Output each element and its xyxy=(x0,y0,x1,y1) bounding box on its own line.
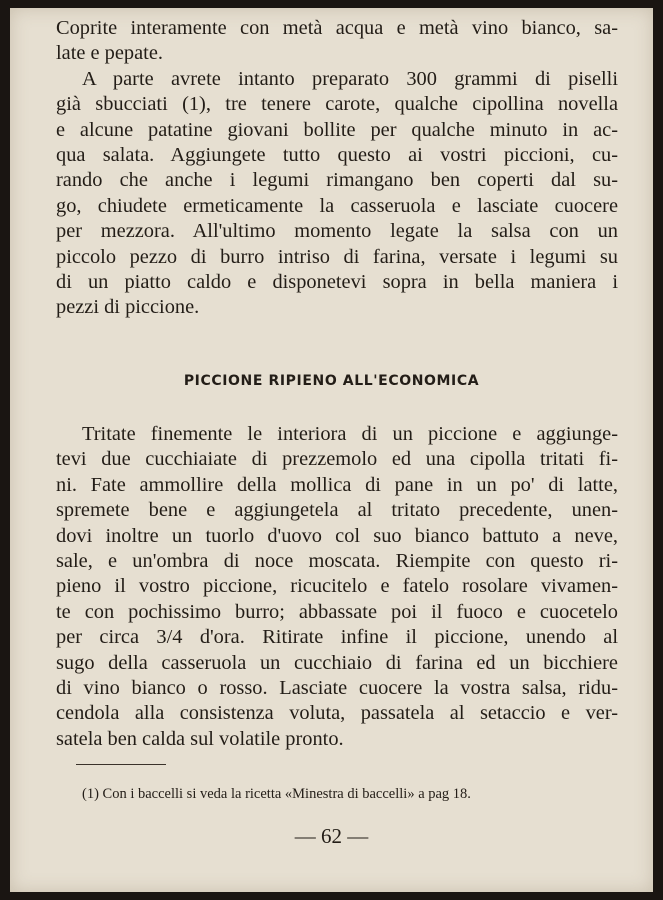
text-line: rando che anche i legumi rimangano ben coperti dal su- xyxy=(56,169,618,192)
text-line: late e pepate. xyxy=(56,42,163,65)
text-line: di vino bianco o rosso. Lasciate cuocere la vostra salsa, ridu- xyxy=(56,677,618,700)
paragraph-1 xyxy=(56,16,618,321)
page-number: — 62 — xyxy=(294,824,369,848)
paragraph-2 xyxy=(56,422,618,752)
text-line: Coprite interamente con metà acqua e metà vino bianco, sa- xyxy=(56,17,618,39)
text-line: sugo della casseruola un cucchiaio di farina ed un bicchiere xyxy=(56,651,618,674)
text-line: go, chiudete ermeticamente la casseruola e lasciate cuocere xyxy=(56,194,618,217)
text-line: Tritate finemente le interiora di un piccione e aggiunge- xyxy=(82,423,618,445)
recipe-heading: PICCIONE RIPIENO ALL'ECONOMICA xyxy=(183,373,480,389)
text-line: spremete bene e aggiungetela al tritato precedente, unen- xyxy=(56,499,618,522)
text-line: pieno il vostro piccione, ricucitelo e fatelo rosolare vivamen- xyxy=(56,575,618,598)
text-line: cendola alla consistenza voluta, passatela al setaccio e ver- xyxy=(56,702,618,725)
text-line: qua salata. Aggiungete tutto questo ai vostri piccioni, cu- xyxy=(56,144,618,167)
text-line: tevi due cucchiaiate di prezzemolo ed una cipolla tritati fi- xyxy=(56,448,618,471)
text-line: e alcune patatine giovani bollite per qualche minuto in ac- xyxy=(56,118,618,141)
text-line: già sbucciati (1), tre tenere carote, qualche cipollina novella xyxy=(56,93,618,116)
text-line: sale, e un'ombra di noce moscata. Riempite con questo ri- xyxy=(56,550,618,573)
book-page xyxy=(10,8,653,892)
text-line: piccolo pezzo di burro intriso di farina, versate i legumi su xyxy=(56,245,618,268)
text-line: pezzi di piccione. xyxy=(56,296,200,319)
text-line: per mezzora. All'ultimo momento legate la salsa con un xyxy=(56,220,618,243)
text-line: te con pochissimo burro; abbassate poi il fuoco e cuocetelo xyxy=(56,600,618,623)
text-line: dovi inoltre un tuorlo d'uovo col suo bianco battuto a neve, xyxy=(56,524,618,547)
text-line: satela ben calda sul volatile pronto. xyxy=(56,727,344,750)
text-line: per circa 3/4 d'ora. Ritirate infine il piccione, unendo al xyxy=(56,626,618,649)
text-line: ni. Fate ammollire della mollica di pane in un po' di latte, xyxy=(56,473,618,496)
footnote-divider xyxy=(76,764,166,765)
text-line: A parte avrete intanto preparato 300 grammi di piselli xyxy=(82,67,618,90)
footnote: (1) Con i baccelli si veda la ricetta «Minestra di baccelli» a pag 18. xyxy=(82,786,471,802)
text-line: di un piatto caldo e disponetevi sopra in bella maniera i xyxy=(56,271,618,294)
